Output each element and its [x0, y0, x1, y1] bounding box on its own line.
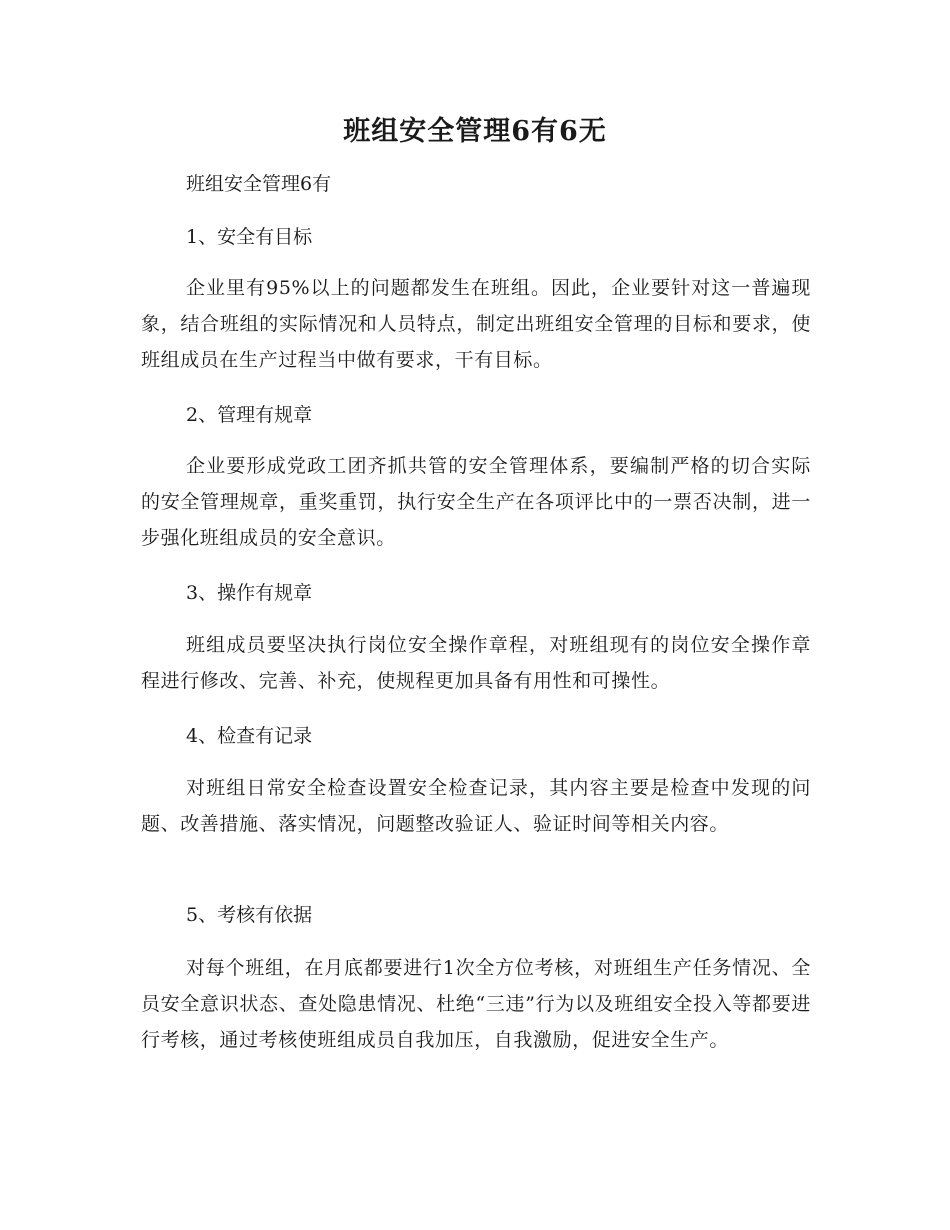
item-heading-1: 1、安全有目标 — [186, 226, 313, 248]
document-title: 班组安全管理6有6无 — [343, 116, 607, 147]
item-heading-3: 3、操作有规章 — [186, 582, 313, 604]
item-heading-4: 4、检查有记录 — [186, 725, 313, 747]
item-body-4: 对班组日常安全检查设置安全检查记录，其内容主要是检查中发现的问题、改善措施、落实情况，问题整改验证人、验证时间等相关内容。 — [141, 777, 811, 835]
item-body-1: 企业里有95%以上的问题都发生在班组。因此，企业要针对这一普遍现象，结合班组的实际情况和人员特点，制定出班组安全管理的目标和要求，使班组成员在生产过程当中做有要求，干有目标。 — [141, 277, 811, 371]
item-heading-2: 2、管理有规章 — [186, 404, 313, 426]
item-heading-5: 5、考核有依据 — [186, 904, 313, 926]
item-body-2: 企业要形成党政工团齐抓共管的安全管理体系，要编制严格的切合实际的安全管理规章，重奖重罚，执行安全生产在各项评比中的一票否决制，进一步强化班组成员的安全意识。 — [141, 455, 811, 549]
item-body-3: 班组成员要坚决执行岗位安全操作章程，对班组现有的岗位安全操作章程进行修改、完善、补充，使规程更加具备有用性和可操性。 — [141, 634, 811, 692]
item-body-5: 对每个班组，在月底都要进行1次全方位考核，对班组生产任务情况、全员安全意识状态、查处隐患情况、杜绝“三违”行为以及班组安全投入等都要进行考核，通过考核使班组成员自我加压，自我激励，促进安全生产。 — [141, 957, 811, 1051]
section-heading: 班组安全管理6有 — [186, 173, 332, 195]
